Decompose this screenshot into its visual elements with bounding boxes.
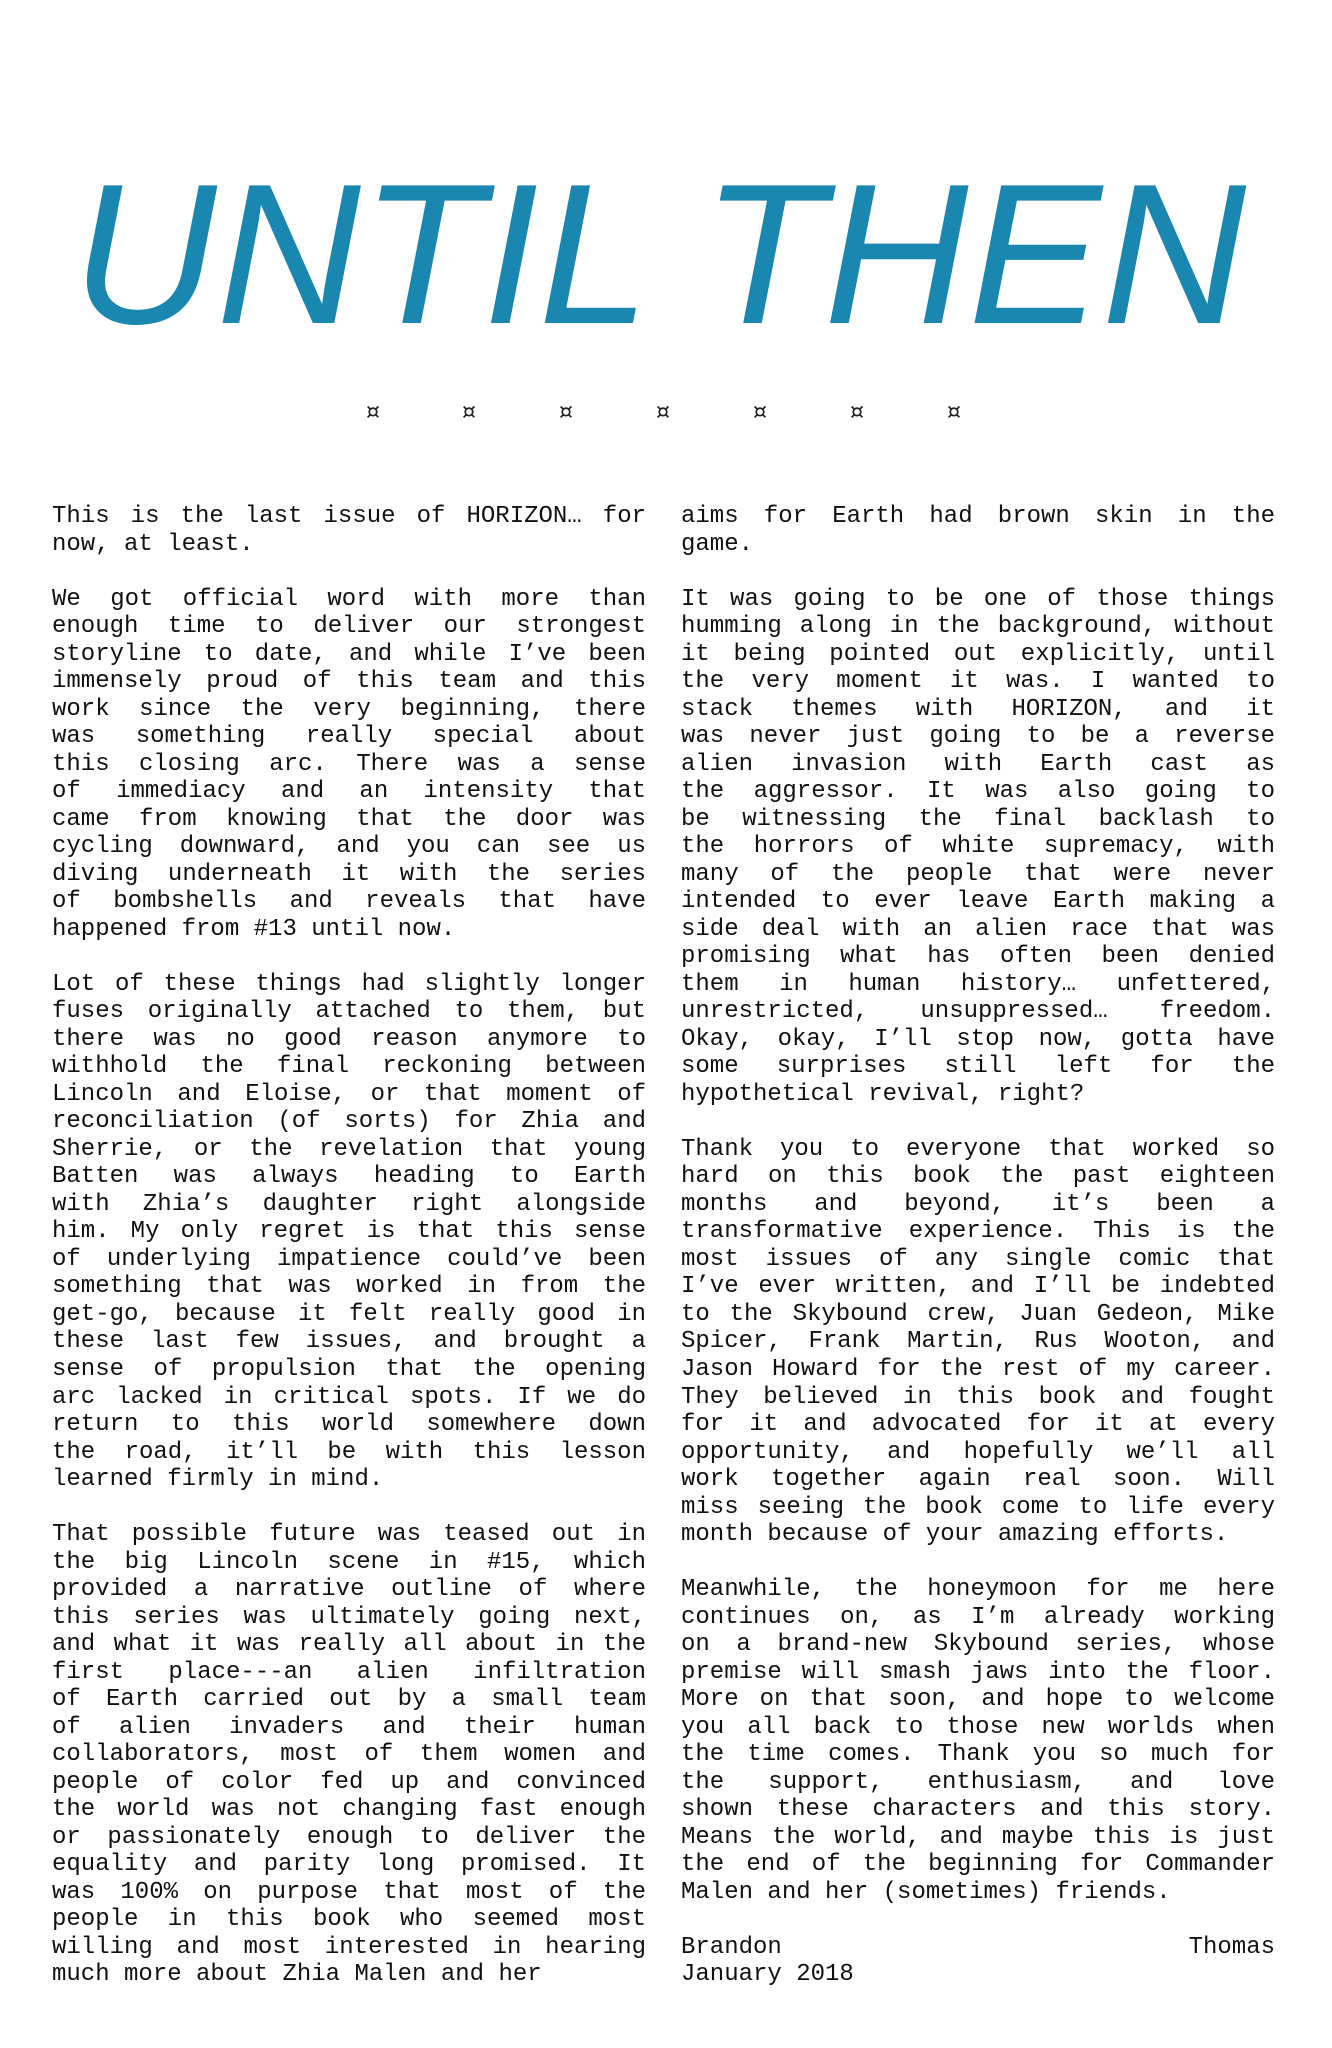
text-line: January 2018: [681, 1961, 854, 1989]
text-line: month because of your amazing efforts.: [681, 1521, 1229, 1549]
text-line: equality and parity long promised. It: [52, 1851, 646, 1879]
text-line: the end of the beginning for Commander: [681, 1851, 1275, 1879]
text-line: withhold the final reckoning between: [52, 1053, 646, 1081]
text-line: reconciliation (of sorts) for Zhia and: [52, 1108, 646, 1136]
text-line: miss seeing the book come to life every: [681, 1493, 1275, 1521]
text-line: be witnessing the final backlash to: [681, 805, 1275, 833]
paragraph-gap: [681, 558, 1275, 586]
text-line: the support, enthusiasm, and love: [681, 1768, 1275, 1796]
text-line: the world was not changing fast enough: [52, 1796, 646, 1824]
text-line: the time comes. Thank you so much for: [681, 1741, 1275, 1769]
text-line: It was going to be one of those things: [681, 585, 1275, 613]
paragraph: [52, 586, 646, 944]
text-line: was something really special about: [52, 723, 646, 751]
text-line: Malen and her (sometimes) friends.: [681, 1878, 1171, 1906]
text-line: something that was worked in from the: [52, 1273, 646, 1301]
text-line: was 100% on purpose that most of the: [52, 1878, 646, 1906]
text-line: get-go, because it felt really good in: [52, 1300, 646, 1328]
text-line: this series was ultimately going next,: [52, 1603, 646, 1631]
text-line: of immediacy and an intensity that: [52, 778, 646, 806]
text-line: Thank you to everyone that worked so: [681, 1135, 1275, 1163]
text-line: provided a narrative outline of where: [52, 1576, 646, 1604]
text-line: you all back to those new worlds when: [681, 1713, 1275, 1741]
text-line: arc lacked in critical spots. If we do: [52, 1383, 646, 1411]
text-line: the horrors of white supremacy, with: [681, 833, 1275, 861]
text-line: This is the last issue of HORIZON… for: [52, 503, 646, 530]
text-line: collaborators, most of them women and: [52, 1741, 646, 1769]
text-line: and what it was really all about in the: [52, 1631, 646, 1659]
text-line: first place---an alien infiltration: [52, 1658, 646, 1686]
text-line: of underlying impatience could’ve been: [52, 1245, 646, 1273]
paragraph-gap: [52, 558, 646, 586]
text-line: enough time to deliver our strongest: [52, 613, 646, 641]
signature: [681, 1934, 1275, 1989]
text-line: the road, it’ll be with this lesson: [52, 1438, 646, 1466]
text-line: Okay, okay, I’ll stop now, gotta have: [681, 1025, 1275, 1053]
paragraph-gap: [681, 1108, 1275, 1136]
ornament-icon: ¤: [559, 400, 573, 425]
text-line: Means the world, and maybe this is just: [681, 1823, 1275, 1851]
text-line: shown these characters and this story.: [681, 1796, 1275, 1824]
paragraph: [681, 586, 1275, 1109]
text-line: intended to ever leave Earth making a: [681, 888, 1275, 916]
text-line: opportunity, and hopefully we’ll all: [681, 1438, 1275, 1466]
ornament-icon: ¤: [462, 400, 476, 425]
text-line: now, at least.: [52, 530, 254, 558]
text-line: of bombshells and reveals that have: [52, 888, 646, 916]
text-line: That possible future was teased out in: [52, 1521, 646, 1549]
text-line: transformative experience. This is the: [681, 1218, 1275, 1246]
paragraph-gap: [52, 1494, 646, 1522]
text-line: aims for Earth had brown skin in the: [681, 503, 1275, 530]
paragraph: [681, 503, 1275, 558]
page-title: UNTIL THEN: [72, 143, 1247, 366]
text-line: Batten was always heading to Earth: [52, 1163, 646, 1191]
text-line: work together again real soon. Will: [681, 1466, 1275, 1494]
text-line: unrestricted, unsuppressed… freedom.: [681, 998, 1275, 1026]
text-line: people of color fed up and convinced: [52, 1768, 646, 1796]
text-line: on a brand-new Skybound series, whose: [681, 1631, 1275, 1659]
text-line: game.: [681, 530, 754, 558]
text-line: More on that soon, and hope to welcome: [681, 1686, 1275, 1714]
text-line: alien invasion with Earth cast as: [681, 750, 1275, 778]
text-line: Spicer, Frank Martin, Rus Wooton, and: [681, 1328, 1275, 1356]
paragraph: [52, 971, 646, 1494]
text-line: these last few issues, and brought a: [52, 1328, 646, 1356]
text-line: came from knowing that the door was: [52, 805, 646, 833]
text-line: fuses originally attached to them, but: [52, 998, 646, 1026]
ornament-icon: ¤: [947, 400, 961, 425]
text-line: most issues of any single comic that: [681, 1245, 1275, 1273]
text-line: the aggressor. It was also going to: [681, 778, 1275, 806]
text-line: much more about Zhia Malen and her: [52, 1961, 542, 1989]
paragraph-gap: [681, 1549, 1275, 1577]
text-line: of Earth carried out by a small team: [52, 1686, 646, 1714]
text-line: months and beyond, it’s been a: [681, 1190, 1275, 1218]
text-line: many of the people that were never: [681, 860, 1275, 888]
text-line: work since the very beginning, there: [52, 695, 646, 723]
text-line: Lincoln and Eloise, or that moment of: [52, 1080, 646, 1108]
text-line: there was no good reason anymore to: [52, 1025, 646, 1053]
ornament-icon: ¤: [753, 400, 767, 425]
text-line: immensely proud of this team and this: [52, 668, 646, 696]
text-line: with Zhia’s daughter right alongside: [52, 1190, 646, 1218]
text-line: They believed in this book and fought: [681, 1383, 1275, 1411]
text-line: it being pointed out explicitly, until: [681, 640, 1275, 668]
text-line: stack themes with HORIZON, and it: [681, 695, 1275, 723]
text-line: learned firmly in mind.: [52, 1466, 384, 1494]
ornament-icon: ¤: [656, 400, 670, 425]
text-line: diving underneath it with the series: [52, 860, 646, 888]
text-line: storyline to date, and while I’ve been: [52, 640, 646, 668]
paragraph: [52, 503, 646, 558]
ornament-icon: ¤: [366, 400, 380, 425]
text-line: Lot of these things had slightly longer: [52, 970, 646, 998]
text-line: willing and most interested in hearing: [52, 1933, 646, 1961]
paragraph-gap: [52, 943, 646, 971]
text-line: the very moment it was. I wanted to: [681, 668, 1275, 696]
text-line: or passionately enough to deliver the: [52, 1823, 646, 1851]
text-line: We got official word with more than: [52, 585, 646, 613]
text-line: humming along in the background, without: [681, 613, 1275, 641]
text-line: Meanwhile, the honeymoon for me here: [681, 1576, 1275, 1604]
text-line: side deal with an alien race that was: [681, 915, 1275, 943]
paragraph: [681, 1136, 1275, 1549]
text-line: some surprises still left for the: [681, 1053, 1275, 1081]
text-line: promising what has often been denied: [681, 943, 1275, 971]
text-column-left: [52, 503, 646, 1989]
text-line: cycling downward, and you can see us: [52, 833, 646, 861]
text-line: Sherrie, or the revelation that young: [52, 1135, 646, 1163]
paragraph: [52, 1521, 646, 1989]
text-line: hard on this book the past eighteen: [681, 1163, 1275, 1191]
text-line: of alien invaders and their human: [52, 1713, 646, 1741]
text-line: Jason Howard for the rest of my career.: [681, 1355, 1275, 1383]
text-line: sense of propulsion that the opening: [52, 1355, 646, 1383]
text-line: Brandon Thomas: [681, 1933, 1275, 1961]
text-line: premise will smash jaws into the floor.: [681, 1658, 1275, 1686]
text-line: was never just going to be a reverse: [681, 723, 1275, 751]
paragraph-gap: [681, 1906, 1275, 1934]
text-line: him. My only regret is that this sense: [52, 1218, 646, 1246]
text-column-right: [681, 503, 1275, 1989]
paragraph: [681, 1576, 1275, 1906]
text-line: return to this world somewhere down: [52, 1411, 646, 1439]
text-line: this closing arc. There was a sense: [52, 750, 646, 778]
text-line: continues on, as I’m already working: [681, 1603, 1275, 1631]
text-line: happened from #13 until now.: [52, 915, 456, 943]
text-line: to the Skybound crew, Juan Gedeon, Mike: [681, 1300, 1275, 1328]
text-line: the big Lincoln scene in #15, which: [52, 1548, 646, 1576]
text-line: them in human history… unfettered,: [681, 970, 1275, 998]
text-line: hypothetical revival, right?: [681, 1080, 1085, 1108]
ornament-icon: ¤: [850, 400, 864, 425]
text-line: people in this book who seemed most: [52, 1906, 646, 1934]
text-line: for it and advocated for it at every: [681, 1411, 1275, 1439]
text-line: I’ve ever written, and I’ll be indebted: [681, 1273, 1275, 1301]
